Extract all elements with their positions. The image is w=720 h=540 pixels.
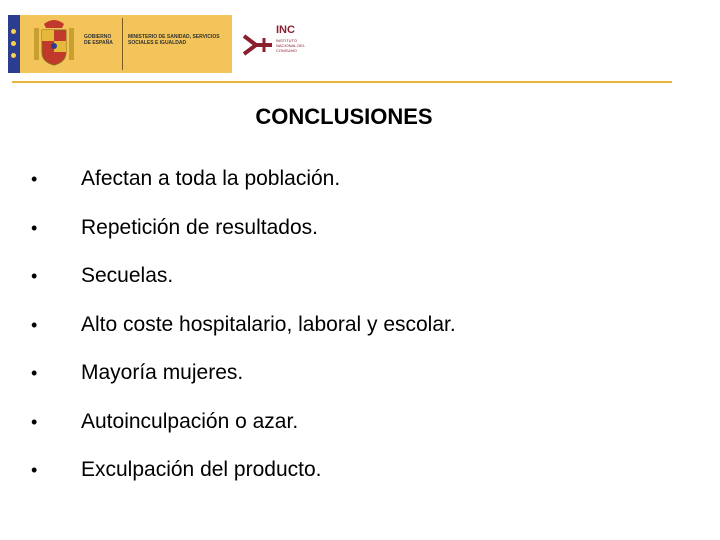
institute-label: INSTITUTO NACIONAL DEL CONSUMO xyxy=(276,38,306,53)
list-item-text: Repetición de resultados. xyxy=(81,215,318,239)
list-item xyxy=(30,410,456,459)
list-item-text: Alto coste hospitalario, laboral y escolar. xyxy=(81,312,456,336)
list-item xyxy=(30,458,456,507)
list-item-text: Exculpación del producto. xyxy=(81,458,322,481)
bullet-icon: • xyxy=(31,217,38,238)
header-divider xyxy=(12,81,672,83)
list-item xyxy=(30,313,456,362)
list-item-text: Mayoría mujeres. xyxy=(81,361,244,384)
institute-acronym: INC xyxy=(276,24,295,36)
bullet-icon: • xyxy=(31,363,38,383)
list-item-text: Autoinculpación o azar. xyxy=(81,409,299,433)
list-item xyxy=(30,361,456,410)
bullet-icon: • xyxy=(31,169,38,189)
list-item xyxy=(30,216,456,265)
list-item xyxy=(30,167,456,216)
conclusions-list xyxy=(30,167,456,507)
bullet-icon: • xyxy=(31,266,38,286)
header-separator xyxy=(122,18,123,70)
ministry-label: MINISTERIO DE SANIDAD, SERVICIOS SOCIALES E IGUALDAD xyxy=(128,34,220,46)
list-item xyxy=(30,264,456,313)
eu-flag-strip xyxy=(8,15,20,73)
bullet-icon: • xyxy=(31,460,38,480)
coat-of-arms-icon xyxy=(32,18,76,68)
bullet-icon: • xyxy=(31,411,38,432)
institute-logo-icon xyxy=(242,28,274,62)
bullet-icon: • xyxy=(31,314,38,335)
slide-title: CONCLUSIONES xyxy=(255,104,433,129)
government-label: GOBIERNO DE ESPAÑA xyxy=(84,34,113,46)
list-item-text: Secuelas. xyxy=(81,264,174,287)
list-item-text: Afectan a toda la población. xyxy=(81,167,341,190)
